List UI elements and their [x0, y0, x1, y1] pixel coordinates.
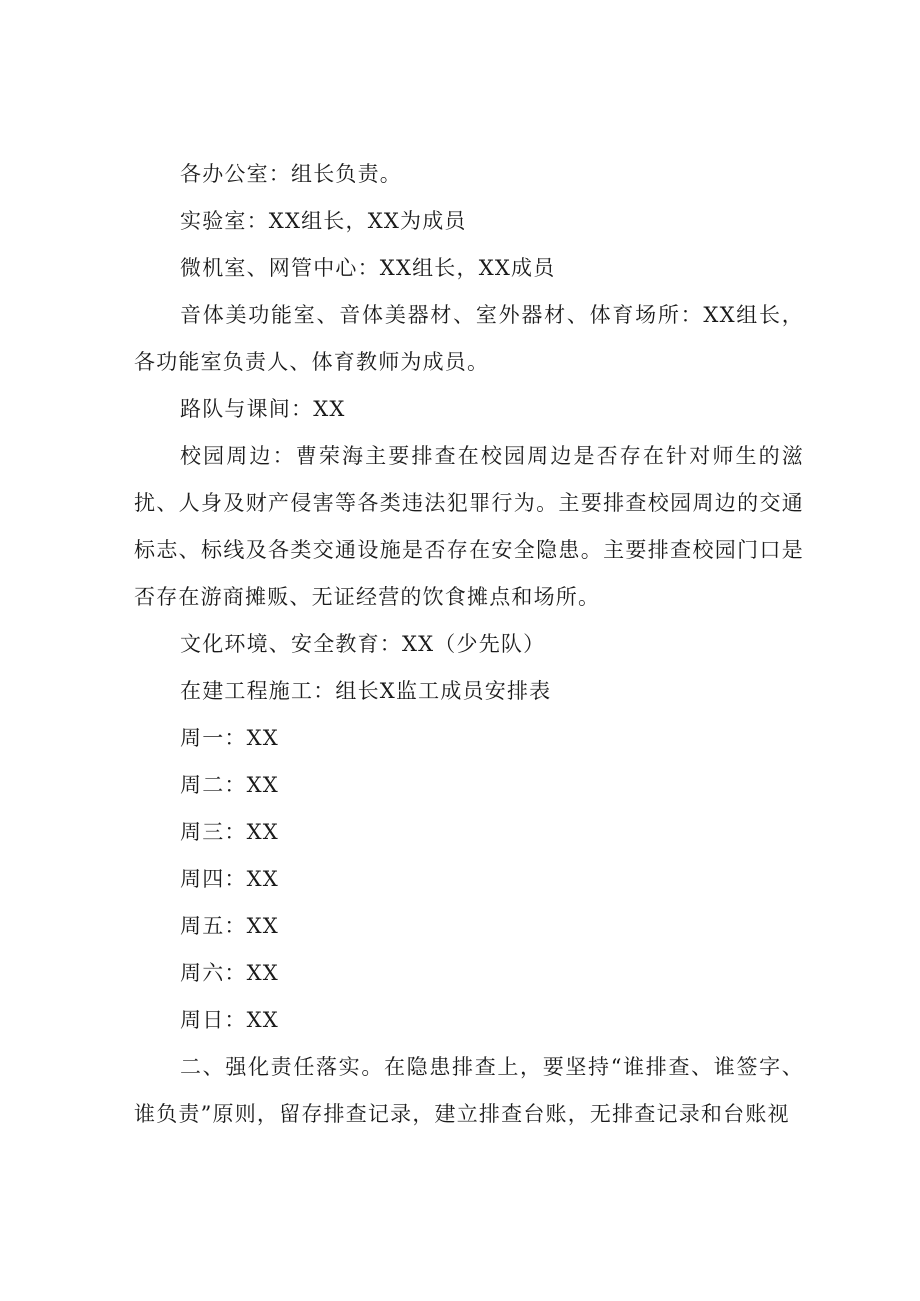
paragraph-computer-room: 微机室、网管中心：XX组长，XX成员 — [180, 256, 556, 280]
paragraph-sunday: 周日：XX — [180, 1008, 279, 1032]
paragraph-monday: 周一：XX — [180, 726, 279, 750]
paragraph-tuesday: 周二：XX — [180, 773, 279, 797]
paragraph-laboratory: 实验室：XX组长，XX为成员 — [180, 209, 467, 233]
paragraph-offices: 各办公室：组长负责。 — [180, 162, 402, 186]
paragraph-campus-surroundings: 校园周边：曹荣海主要排查在校园周边是否存在针对师生的滋扰、人身及财产侵害等各类违法犯罪行为。主要排查校园周边的交通标志、标线及各类交通设施是否存在安全隐患。主要排查校园门口是否存在游商摊贩、无证经营的饮食摊点和场所。 — [134, 444, 804, 609]
paragraph-arts-sports: 音体美功能室、音体美器材、室外器材、体育场所：XX组长，各功能室负责人、体育教师为成员。 — [134, 303, 804, 374]
paragraph-friday: 周五：XX — [180, 914, 279, 938]
paragraph-culture-safety: 文化环境、安全教育：XX（少先队） — [180, 632, 546, 656]
paragraph-wednesday: 周三：XX — [180, 820, 279, 844]
paragraph-saturday: 周六：XX — [180, 961, 279, 985]
paragraph-thursday: 周四：XX — [180, 867, 279, 891]
paragraph-responsibility: 二、强化责任落实。在隐患排查上，要坚持“谁排查、谁签字、谁负责”原则，留存排查记录，建立排查台账，无排查记录和台账视 — [134, 1055, 804, 1126]
paragraph-construction: 在建工程施工：组长X监工成员安排表 — [180, 679, 552, 703]
document-body — [134, 151, 804, 1138]
paragraph-road-team: 路队与课间：XX — [180, 397, 346, 421]
